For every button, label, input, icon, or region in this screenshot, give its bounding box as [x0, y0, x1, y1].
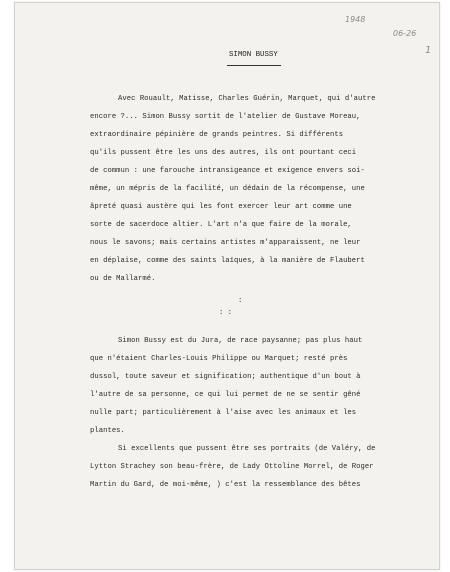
text-line: âpreté quasi austère qui les font exercer leur art comme une [90, 203, 352, 211]
title-underline [227, 65, 281, 66]
text-line: encore ?... Simon Bussy sortit de l'atelier de Gustave Moreau, [90, 113, 361, 121]
text-line: Lytton Strachey son beau-frère, de Lady Ottoline Morrel, de Roger [90, 463, 374, 471]
text-line: l'autre de sa personne, ce qui lui permet de ne se sentir gêné [90, 391, 361, 399]
page-title: SIMON BUSSY [229, 51, 278, 59]
text-line: Simon Bussy est du Jura, de race paysanne; pas plus haut [118, 337, 363, 345]
text-line: qu'ils pussent être les uns des autres, ils ont pourtant ceci [90, 149, 357, 157]
pencil-page-number: 1 [425, 45, 432, 56]
section-separator: : [238, 297, 243, 305]
text-line: même, un mépris de la facilité, un dédain de la récompense, une [90, 185, 365, 193]
pencil-year-note: 1948 [345, 15, 366, 24]
text-line: extraordinaire pépinière de grands peintres. Si différents [90, 131, 344, 139]
text-line: dussol, toute saveur et signification; authentique d'un bout à [90, 373, 361, 381]
text-line: nulle part; particulièrement à l'aise avec les animaux et les [90, 409, 357, 417]
text-line: que n'étaient Charles-Louis Philippe ou Marquet; resté près [90, 355, 348, 363]
text-line: de commun : une farouche intransigeance et exigence envers soi- [90, 167, 365, 175]
text-line: plantes. [90, 427, 125, 435]
text-line: Martin du Gard, de moi-même, ) c'est la ressemblance des bêtes [90, 481, 361, 489]
pencil-reference-note: 06-26 [393, 29, 417, 38]
text-line: Si excellents que pussent être ses portraits (de Valéry, de [118, 445, 376, 453]
text-line: sorte de sacerdoce altier. L'art n'a que faire de la morale, [90, 221, 352, 229]
text-line: en déplaise, comme des saints laïques, à la manière de Flaubert [90, 257, 365, 265]
section-separator: : : [219, 309, 233, 317]
text-line: Avec Rouault, Matisse, Charles Guérin, Marquet, qui d'autre [118, 95, 376, 103]
text-line: ou de Mallarmé. [90, 275, 156, 283]
text-line: nous le savons; mais certains artistes m'apparaissent, ne leur [90, 239, 361, 247]
typescript-page [14, 2, 440, 570]
